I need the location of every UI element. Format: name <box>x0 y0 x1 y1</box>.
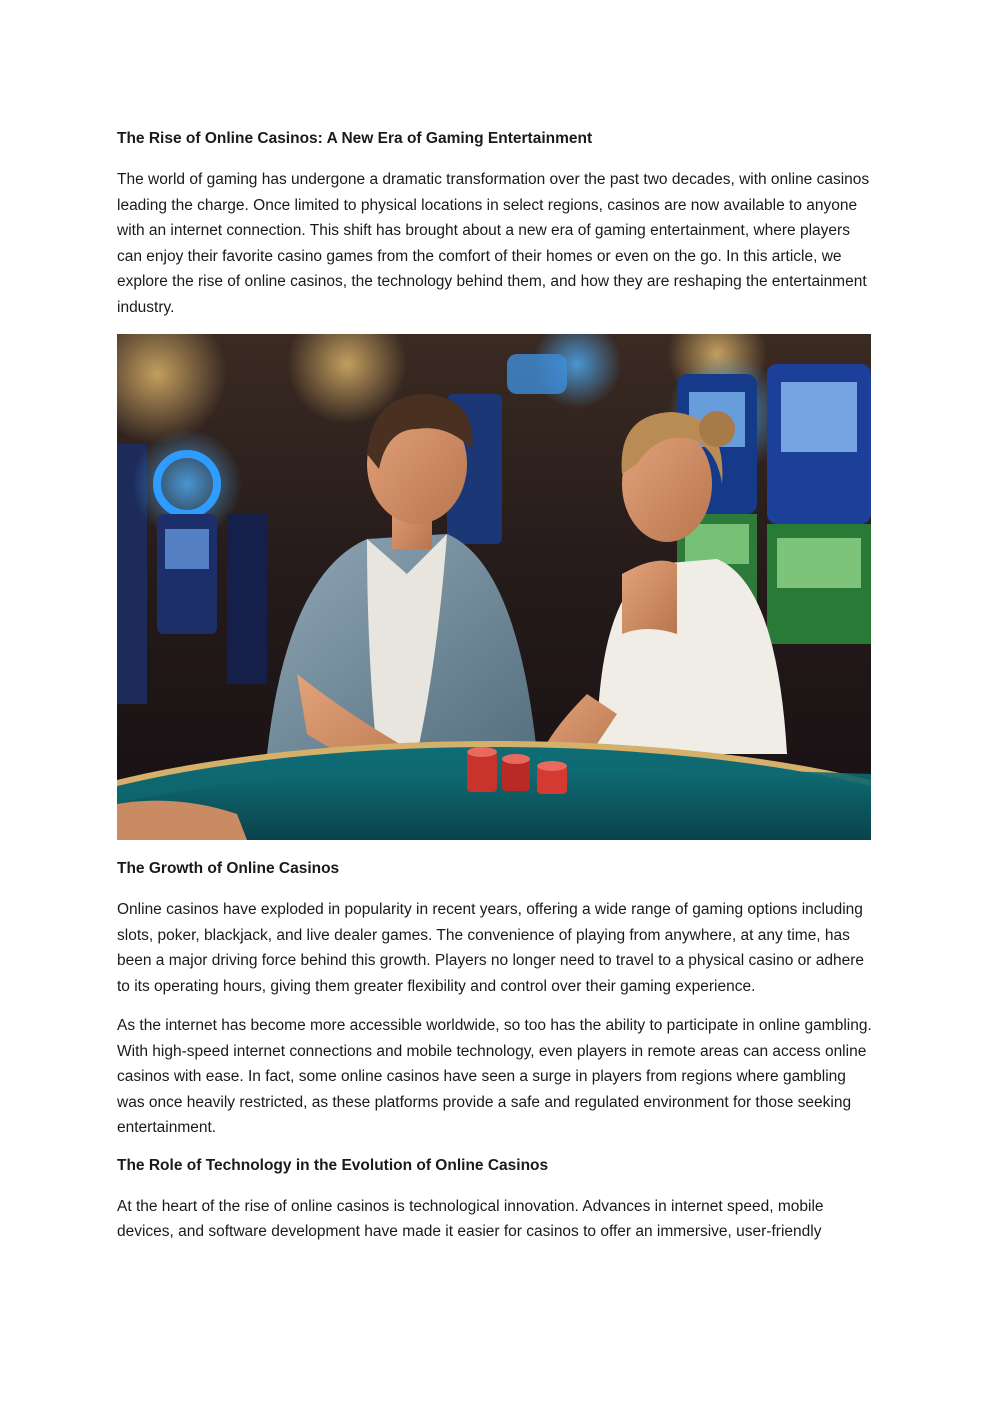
article-body <box>117 128 873 1259</box>
article-title: The Rise of Online Casinos: A New Era of Gaming Entertainment <box>117 130 593 147</box>
technology-paragraph-1: At the heart of the rise of online casinos is technological innovation. Advances in internet speed, mobile devices, and software development have made it easier for casinos to offer an immersive, user-friendly <box>117 1197 824 1240</box>
section-heading-technology: The Role of Technology in the Evolution of Online Casinos <box>117 1156 549 1174</box>
section-heading-growth: The Growth of Online Casinos <box>117 860 340 877</box>
casino-photo <box>117 334 871 840</box>
growth-paragraph-2: As the internet has become more accessible worldwide, so too has the ability to participate in online gambling. With high-speed internet connections and mobile technology, even players in remote areas can access online casinos with ease. In fact, some online casinos have seen a surge in players from regions where gambling was once heavily restricted, as these platforms provide a safe and regulated environment for those seeking entertainment. <box>117 1017 872 1136</box>
growth-paragraph-1: Online casinos have exploded in popularity in recent years, offering a wide range of gaming options including slots, poker, blackjack, and live dealer games. The convenience of playing from anywhere, at any time, has been a major driving force behind this growth. Players no longer need to travel to a physical casino or adhere to its operating hours, giving them greater flexibility and control over their gaming experience. <box>117 901 865 995</box>
intro-paragraph: The world of gaming has undergone a dramatic transformation over the past two decades, with online casinos leading the charge. Once limited to physical locations in select regions, casinos are now available to anyone with an internet connection. This shift has brought about a new era of gaming entertainment, where players can enjoy their favorite casino games from the comfort of their homes or even on the go. In this article, we explore the rise of online casinos, the technology behind them, and how they are reshaping the entertainment industry. <box>117 171 870 316</box>
